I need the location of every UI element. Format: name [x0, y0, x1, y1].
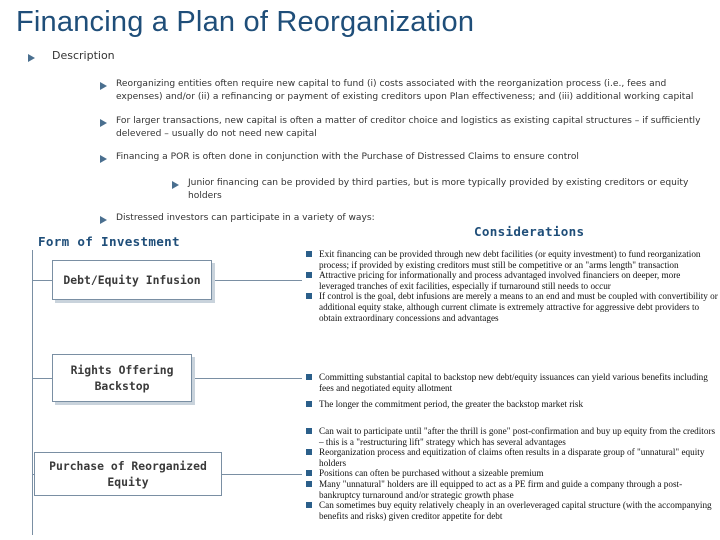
square-bullet-icon [306, 449, 312, 455]
square-bullet-icon [306, 502, 312, 508]
considerations-list-reorganized-equity [306, 426, 718, 521]
page-title: Financing a Plan of Reorganization [16, 6, 475, 38]
square-bullet-icon [306, 293, 312, 299]
triangle-right-icon [100, 155, 107, 163]
square-bullet-icon [306, 428, 312, 434]
list-item: Can sometimes buy equity relatively cheaply in an overleveraged capital structure (with the accompanying benefits and risks) given creditor appetite for debt [306, 500, 718, 521]
list-item: Exit financing can be provided through new debt facilities (or equity investment) to fund reorganization process; if provided by existing creditors must still be competitive or an "arms length" transaction [306, 249, 718, 270]
connector-line [212, 280, 302, 281]
form-box-debt-equity-infusion: Debt/Equity Infusion [52, 260, 212, 300]
list-item: If control is the goal, debt infusions are merely a means to an end and must be coupled with convertibility or additional equity stake, although current climate is extremely attractive for aggressive debt providers to obtain extraordinary concessions and advantages [306, 291, 718, 323]
list-item: Positions can often be purchased without a sizeable premium [306, 468, 718, 479]
list-item: Can wait to participate until "after the thrill is gone" post-confirmation and buy up equity from the creditors – this is a "restructuring lift" strategy which has several advantages [306, 426, 718, 447]
triangle-right-icon [172, 181, 179, 189]
bullet-text: Reorganizing entities often require new capital to fund (i) costs associated with the reorganization process (i.e., fees and expenses) and/or (ii) a refinancing or payment of existing creditors upon Plan effectiveness; and (iii) additional working capital [116, 79, 694, 102]
square-bullet-icon [306, 251, 312, 257]
list-item: Attractive pricing for informationally and process advantaged involved financiers on deeper, more leveraged tranches of exit facilities, especially if turnaround still needs to occur [306, 270, 718, 291]
square-bullet-icon [306, 272, 312, 278]
square-bullet-icon [306, 401, 312, 407]
sub-bullet-text: Junior financing can be provided by third parties, but is more typically provided by existing creditors or equity holders [188, 178, 689, 201]
square-bullet-icon [306, 481, 312, 487]
list-item: Many "unnatural" holders are ill equipped to act as a PE firm and guide a company through a post-bankruptcy turnaround and/or strategic growth phase [306, 479, 718, 500]
triangle-right-icon [100, 82, 107, 90]
considerations-list-rights-offering [306, 372, 718, 410]
description-label: Description [52, 49, 115, 62]
list-item: Reorganization process and equitization of claims often results in a disparate group of "unnatural" equity holders [306, 447, 718, 468]
list-item: The longer the commitment period, the greater the backstop market risk [306, 399, 718, 410]
considerations-list-debt-equity [306, 249, 718, 323]
considerations-header: Considerations [474, 224, 585, 239]
triangle-right-icon [28, 54, 35, 62]
square-bullet-icon [306, 470, 312, 476]
form-of-investment-header: Form of Investment [38, 234, 180, 249]
list-item: Committing substantial capital to backstop new debt/equity issuances can yield various benefits including fees and negotiated equity allotment [306, 372, 718, 393]
connector-line [32, 250, 33, 535]
connector-line [222, 474, 302, 475]
triangle-right-icon [100, 119, 107, 127]
triangle-right-icon [100, 216, 107, 224]
form-box-purchase-of-reorganized-equity: Purchase of Reorganized Equity [34, 452, 222, 496]
square-bullet-icon [306, 374, 312, 380]
bullet-text: Distressed investors can participate in a variety of ways: [116, 213, 375, 223]
form-box-rights-offering-backstop: Rights Offering Backstop [52, 354, 192, 402]
bullet-text: For larger transactions, new capital is often a matter of creditor choice and logistics as existing capital structures – if sufficiently delevered – usually do not need new capital [116, 116, 701, 139]
bullet-text: Financing a POR is often done in conjunction with the Purchase of Distressed Claims to ensure control [116, 152, 579, 162]
connector-line [192, 378, 302, 379]
